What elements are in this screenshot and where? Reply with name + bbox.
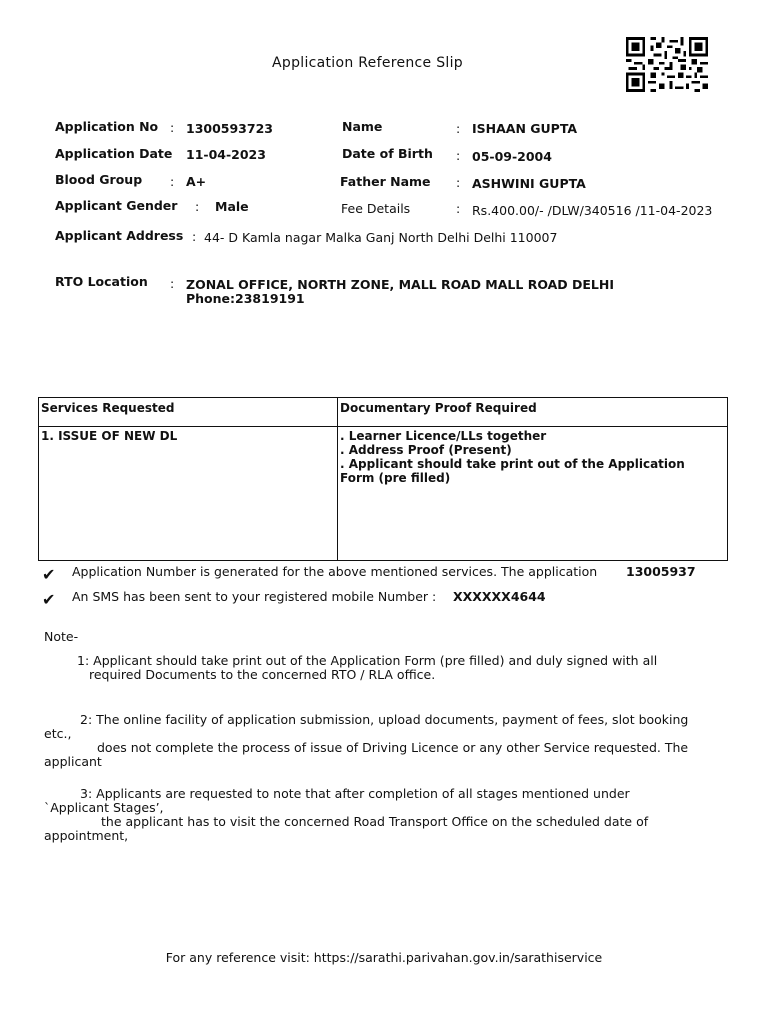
- proof-item: . Applicant should take print out of the Application: [340, 457, 685, 471]
- blood-group-label: Blood Group: [55, 172, 143, 187]
- note-3: appointment,: [44, 828, 129, 843]
- confirmation-text: Application Number is generated for the above mentioned services. The application: [72, 564, 598, 579]
- note-2: 2: The online facility of application submission, upload documents, payment of fees, slot booking: [80, 712, 689, 727]
- note-2: does not complete the process of issue of Driving Licence or any other Service requested. The: [97, 740, 689, 755]
- note-heading: Note-: [44, 629, 79, 644]
- father-name-label: Father Name: [340, 174, 431, 189]
- colon: :: [456, 201, 461, 216]
- note-2: etc.,: [44, 726, 72, 741]
- proof-item: . Learner Licence/LLs together: [340, 429, 547, 443]
- fee-details-value: Rs.400.00/- /DLW/340516 /11-04-2023: [472, 203, 713, 218]
- gender-label: Applicant Gender: [55, 198, 178, 213]
- name-label: Name: [342, 119, 383, 134]
- fee-details-label: Fee Details: [341, 201, 411, 216]
- proof-header: Documentary Proof Required: [340, 401, 537, 415]
- services-table: [38, 397, 728, 561]
- colon: :: [456, 175, 461, 190]
- note-1: required Documents to the concerned RTO / RLA office.: [89, 667, 436, 682]
- mobile-number: XXXXXX4644: [453, 589, 546, 604]
- application-date-value: 11-04-2023: [186, 147, 266, 162]
- note-1: 1: Applicant should take print out of the Application Form (pre filled) and duly signed with all: [77, 653, 658, 668]
- colon: :: [192, 229, 197, 244]
- name-value: ISHAAN GUPTA: [472, 121, 578, 136]
- page-title: Application Reference Slip: [272, 55, 463, 71]
- rto-location-label: RTO Location: [55, 274, 148, 289]
- application-date-label: Application Date: [55, 146, 173, 161]
- note-2: applicant: [44, 754, 102, 769]
- dob-label: Date of Birth: [342, 146, 433, 161]
- qr-code-icon: [626, 37, 708, 92]
- blood-group-value: A+: [186, 174, 207, 189]
- sms-text: An SMS has been sent to your registered mobile Number :: [72, 589, 437, 604]
- rto-location-value: ZONAL OFFICE, NORTH ZONE, MALL ROAD MALL ROAD DELHI: [186, 277, 615, 292]
- note-3: the applicant has to visit the concerned Road Transport Office on the scheduled date of: [101, 814, 649, 829]
- service-item: 1. ISSUE OF NEW DL: [41, 429, 178, 443]
- services-header: Services Requested: [41, 401, 175, 415]
- proof-item: . Address Proof (Present): [340, 443, 512, 457]
- dob-value: 05-09-2004: [472, 149, 552, 164]
- gender-value: Male: [215, 199, 249, 214]
- colon: :: [170, 174, 175, 189]
- address-label: Applicant Address: [55, 228, 184, 243]
- colon: :: [456, 148, 461, 163]
- checkmark-icon: ✔: [42, 565, 56, 584]
- table-divider: [39, 426, 727, 427]
- father-name-value: ASHWINI GUPTA: [472, 176, 586, 191]
- colon: :: [195, 199, 200, 214]
- proof-item: Form (pre filled): [340, 471, 451, 485]
- checkmark-icon: ✔: [42, 590, 56, 609]
- rto-phone: Phone:23819191: [186, 291, 305, 306]
- note-3: `Applicant Stages’,: [44, 800, 164, 815]
- table-divider: [337, 398, 338, 560]
- application-no-label: Application No: [55, 119, 159, 134]
- address-value: 44- D Kamla nagar Malka Ganj North Delhi Delhi 110007: [204, 230, 558, 245]
- application-no-value: 1300593723: [186, 121, 273, 136]
- application-number: 13005937: [626, 564, 696, 579]
- colon: :: [170, 120, 175, 135]
- footer-reference: For any reference visit: https://sarathi.parivahan.gov.in/sarathiservice: [165, 950, 603, 965]
- colon: :: [170, 276, 175, 291]
- note-3: 3: Applicants are requested to note that after completion of all stages mentioned under: [80, 786, 630, 801]
- colon: :: [456, 121, 461, 136]
